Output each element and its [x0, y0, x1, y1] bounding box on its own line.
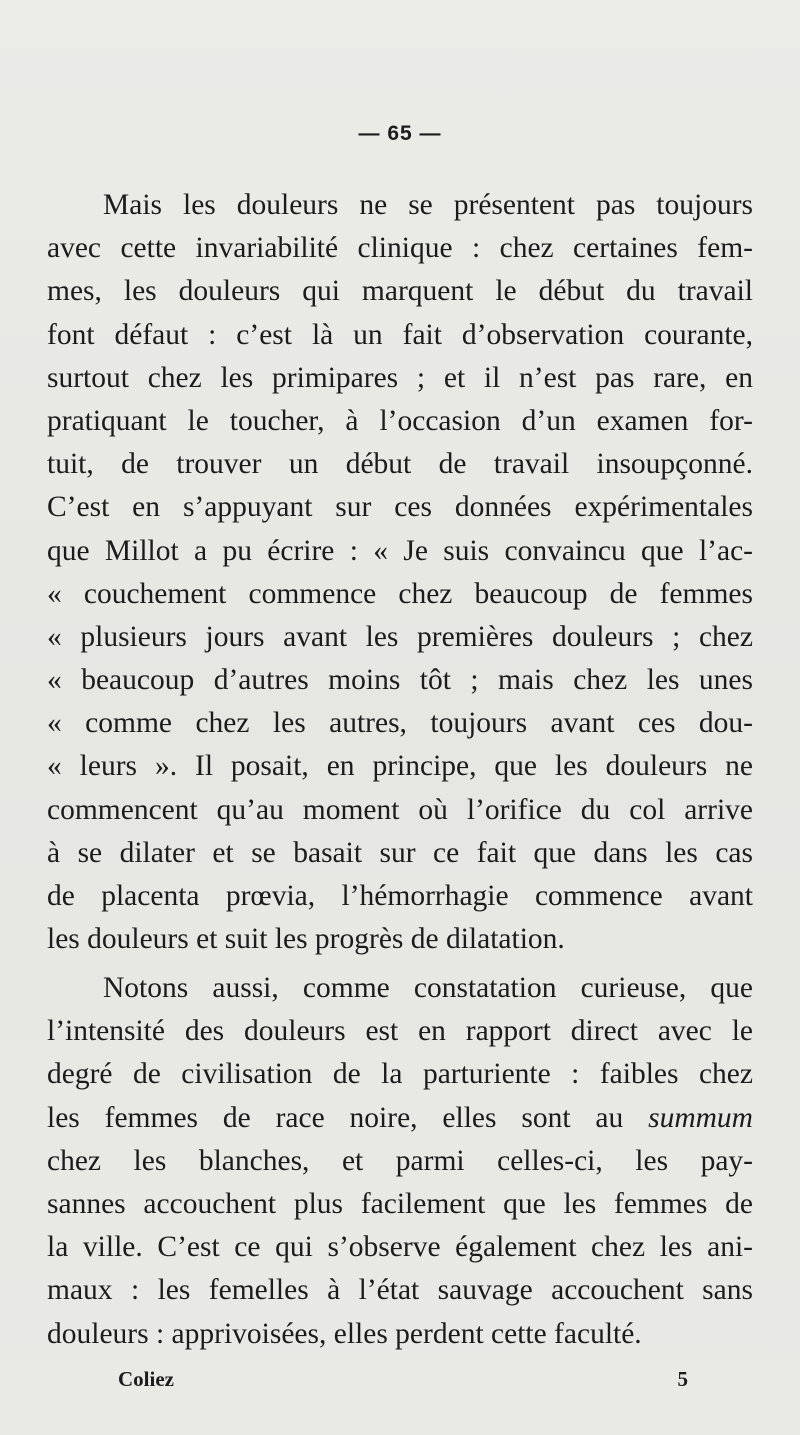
text-line: C’est en s’appuyant sur ces données expérimentales — [47, 491, 753, 524]
text-line: l’intensité des douleurs est en rapport direct avec le — [47, 1015, 753, 1048]
text-line: surtout chez les primipares ; et il n’est pas rare, en — [47, 361, 753, 394]
text-line: la ville. C’est ce qui s’observe également chez les ani- — [47, 1231, 753, 1264]
page-number: — 65 — — [358, 122, 442, 145]
paragraph-2 — [47, 967, 753, 1356]
text-line-with-italic — [47, 1097, 753, 1140]
text-line: sannes accouchent plus facilement que les femmes de — [47, 1187, 753, 1220]
italic-term: summum — [648, 1101, 753, 1134]
text-line: tuit, de trouver un début de travail insoupçonné. — [47, 448, 753, 481]
text-line: degré de civilisation de la parturiente : faibles chez — [47, 1058, 753, 1091]
paragraph-1 — [47, 184, 753, 961]
text-line: Notons aussi, comme constatation curieuse, que — [103, 972, 753, 1004]
text-line: pratiquant le toucher, à l’occasion d’un examen for- — [47, 404, 753, 437]
text-line: « beaucoup d’autres moins tôt ; mais chez les unes — [47, 664, 753, 697]
text-line: Mais les douleurs ne se présentent pas toujours — [103, 189, 753, 221]
text-line: font défaut : c’est là un fait d’observation courante, — [47, 318, 753, 351]
text-line: « plusieurs jours avant les premières douleurs ; chez — [47, 620, 753, 653]
text-line: les douleurs et suit les progrès de dilatation. — [47, 923, 565, 956]
text-line: « comme chez les autres, toujours avant ces dou- — [47, 707, 753, 740]
text-line: « leurs ». Il posait, en principe, que les douleurs ne — [47, 750, 753, 783]
signature-mark: 5 — [677, 1367, 688, 1391]
footer-author: Coliez — [118, 1367, 174, 1391]
text-line: chez les blanches, et parmi celles-ci, les pay- — [47, 1144, 753, 1177]
text-line-segment: les femmes de race noire, elles sont au — [47, 1101, 649, 1134]
text-line: à se dilater et se basait sur ce fait que dans les cas — [47, 836, 753, 869]
text-line: maux : les femelles à l’état sauvage accouchent sans — [47, 1274, 753, 1307]
text-line: que Millot a pu écrire : « Je suis convaincu que l’ac- — [47, 534, 753, 567]
text-line: douleurs : apprivoisées, elles perdent cette faculté. — [47, 1317, 642, 1350]
text-line: mes, les douleurs qui marquent le début du travail — [47, 275, 753, 308]
text-line: avec cette invariabilité clinique : chez certaines fem- — [47, 232, 753, 265]
text-line: de placenta prœvia, l’hémorrhagie commence avant — [47, 880, 753, 912]
text-line: « couchement commence chez beaucoup de femmes — [47, 577, 753, 610]
text-line: commencent qu’au moment où l’orifice du col arrive — [47, 793, 753, 826]
